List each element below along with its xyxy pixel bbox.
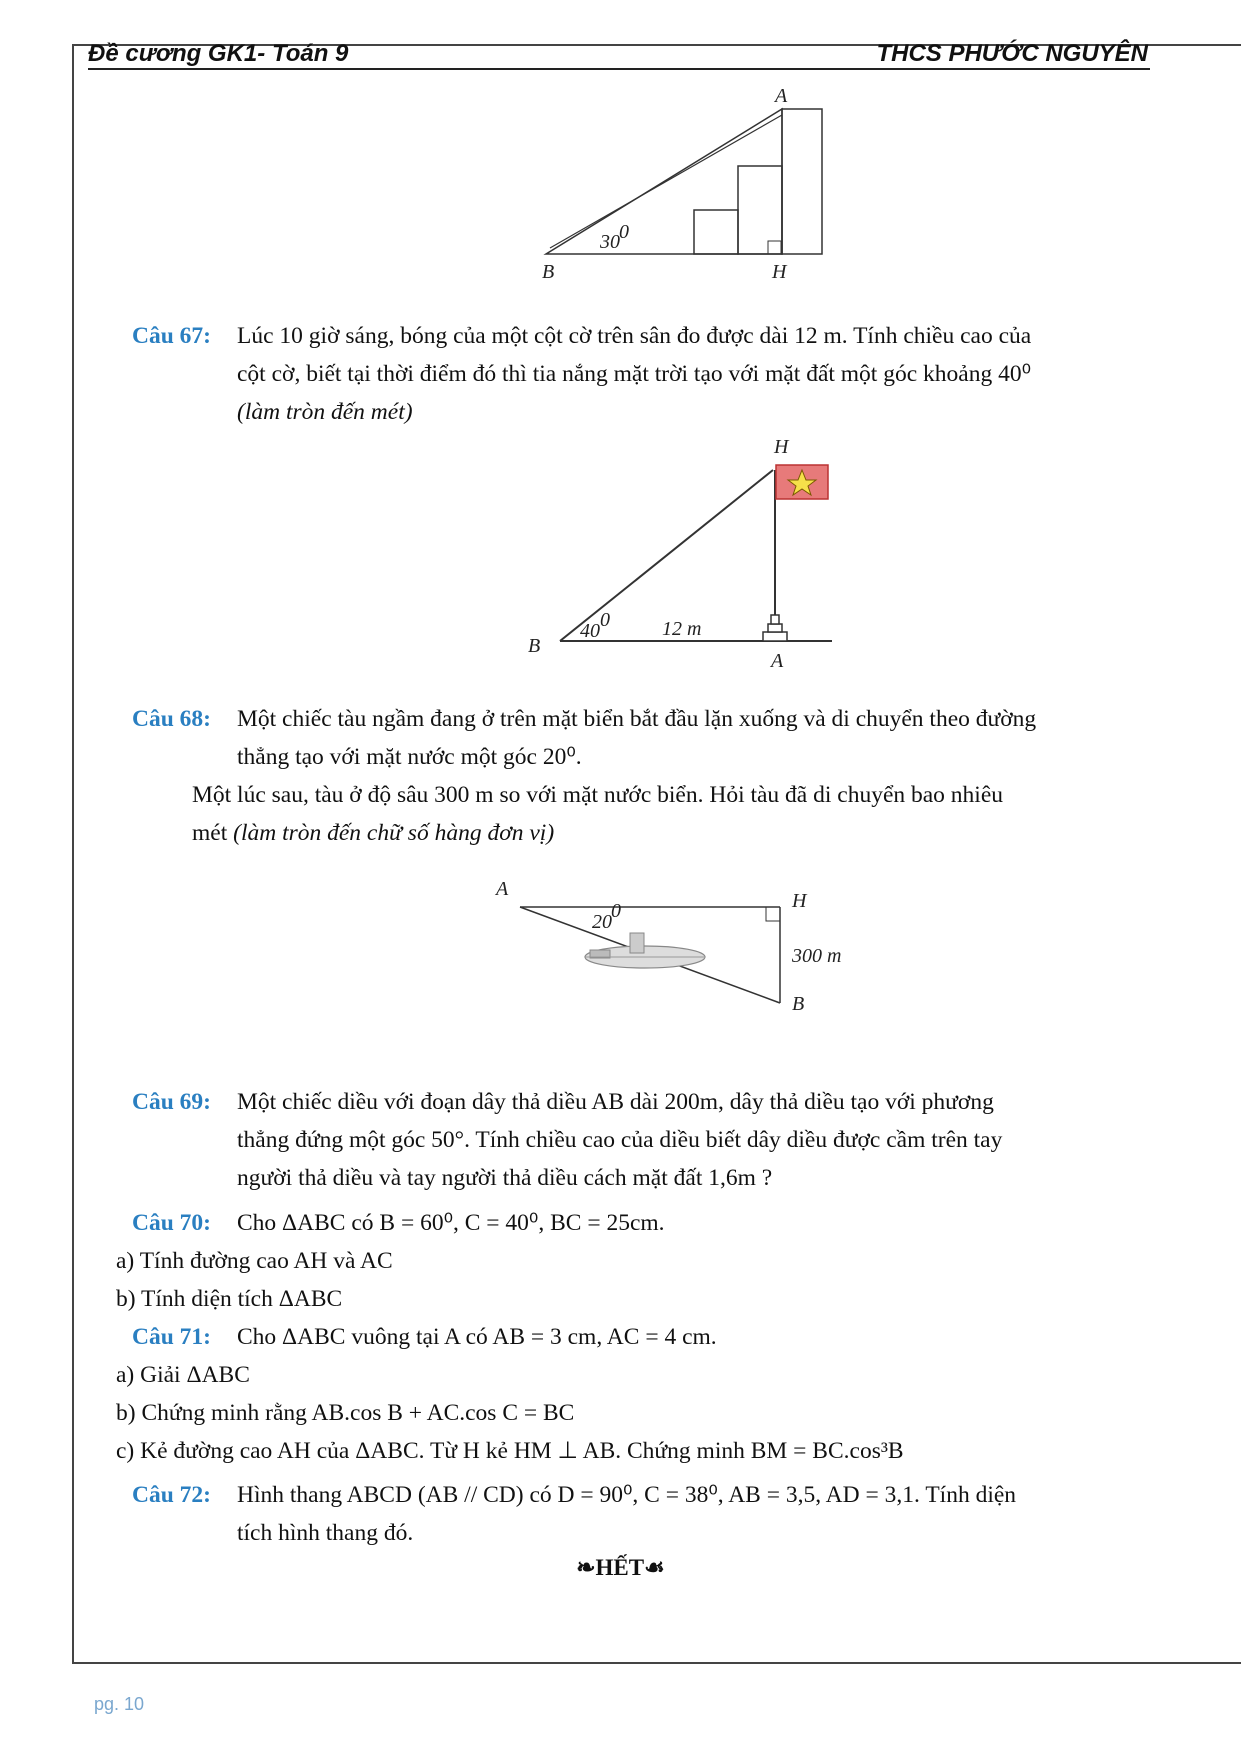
- fig3-depth: 300 m: [792, 945, 842, 967]
- question-72-label: Câu 72:: [132, 1482, 211, 1508]
- header-left: Đề cương GK1- Toán 9: [88, 40, 349, 67]
- q68-line2: thẳng tạo với mặt nước một góc 20⁰.: [237, 744, 582, 770]
- fig2-angle: 40: [580, 620, 600, 642]
- question-69: [132, 1083, 211, 1121]
- question-70-label: Câu 70:: [132, 1210, 211, 1236]
- page-number: pg. 10: [94, 1694, 145, 1714]
- q72-line1: Hình thang ABCD (AB // CD) có D = 90⁰, C = 38⁰, AB = 3,5, AD = 3,1. Tính diện: [237, 1482, 1017, 1508]
- q71-text: Cho ΔABC vuông tại A có AB = 3 cm, AC = 4 cm.: [237, 1324, 717, 1350]
- q71-c: c) Kẻ đường cao AH của ΔABC. Từ H kẻ HM ⊥ AB. Chứng minh BM = BC.cos³B: [116, 1438, 904, 1464]
- fig3-degree-mark: 0: [611, 900, 621, 922]
- question-70: [132, 1204, 211, 1242]
- fig1-label-A: A: [775, 88, 788, 107]
- question-71: [132, 1318, 211, 1356]
- header-right: THCS PHƯỚC NGUYÊN: [876, 40, 1148, 67]
- q68-line3: Một lúc sau, tàu ở độ sâu 300 m so với mặt nước biển. Hỏi tàu đã di chuyển bao nhiêu: [192, 782, 1004, 808]
- header-divider: [88, 68, 1150, 70]
- figure-submarine: [490, 880, 870, 1030]
- fig2-length: 12 m: [662, 618, 702, 640]
- q70-b: b) Tính diện tích ΔABC: [116, 1286, 343, 1312]
- question-71-label: Câu 71:: [132, 1324, 211, 1350]
- figure-stairs: [520, 88, 840, 288]
- q70-a: a) Tính đường cao AH và AC: [116, 1248, 393, 1274]
- end-marker-text: ❧HẾT☙: [576, 1555, 665, 1580]
- q68-line4: [192, 814, 554, 852]
- fig2-degree-mark: 0: [600, 609, 610, 631]
- q68-line1: Một chiếc tàu ngầm đang ở trên mặt biển bắt đầu lặn xuống và di chuyển theo đường: [237, 706, 1037, 732]
- fig3-angle: 20: [592, 911, 612, 933]
- question-67: [132, 317, 211, 355]
- fig1-angle: 30: [600, 231, 620, 253]
- fig2-label-A: A: [771, 650, 784, 672]
- figure-flagpole: [520, 430, 840, 680]
- question-68: [132, 700, 211, 738]
- q71-a: a) Giải ΔABC: [116, 1362, 250, 1388]
- fig1-degree-mark: 0: [619, 221, 629, 243]
- end-marker: [0, 1555, 1241, 1581]
- fig2-label-B: B: [528, 635, 541, 657]
- q72-line2: tích hình thang đó.: [237, 1520, 414, 1546]
- fig3-label-H: H: [792, 890, 807, 912]
- q71-b: b) Chứng minh rằng AB.cos B + AC.cos C = BC: [116, 1400, 575, 1426]
- fig3-label-B: B: [792, 993, 805, 1015]
- q68-line4b: (làm tròn đến chữ số hàng đơn vị): [233, 820, 555, 846]
- q69-line2: thẳng đứng một góc 50°. Tính chiều cao của diều biết dây diều được cầm trên tay: [237, 1127, 1003, 1153]
- fig3-label-A: A: [496, 880, 509, 900]
- q68-line4a: mét: [192, 820, 234, 846]
- q67-line2: cột cờ, biết tại thời điểm đó thì tia nắng mặt trời tạo với mặt đất một góc khoảng 40⁰: [237, 361, 1031, 387]
- question-72: [132, 1476, 211, 1514]
- question-67-label: Câu 67:: [132, 323, 211, 349]
- q67-line1: Lúc 10 giờ sáng, bóng của một cột cờ trên sân đo được dài 12 m. Tính chiều cao của: [237, 323, 1032, 349]
- question-69-label: Câu 69:: [132, 1089, 211, 1115]
- q69-line1: Một chiếc diều với đoạn dây thả diều AB dài 200m, dây thả diều tạo với phương: [237, 1089, 994, 1115]
- fig2-label-H: H: [774, 436, 789, 458]
- fig1-label-B: B: [542, 261, 555, 283]
- question-68-label: Câu 68:: [132, 706, 211, 732]
- q69-line3: người thả diều và tay người thả diều cách mặt đất 1,6m ?: [237, 1165, 773, 1191]
- q67-line3: (làm tròn đến mét): [237, 399, 413, 425]
- q70-text: Cho ΔABC có B = 60⁰, C = 40⁰, BC = 25cm.: [237, 1210, 665, 1236]
- fig1-label-H: H: [772, 261, 787, 283]
